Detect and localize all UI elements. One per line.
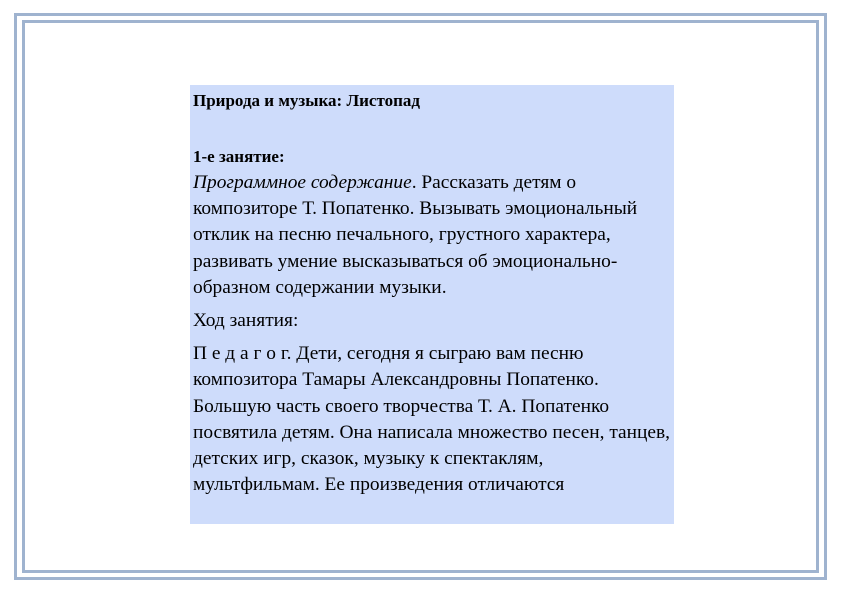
program-paragraph <box>193 170 671 301</box>
course-label: Ход занятия: <box>193 310 299 332</box>
program-label: Программное содержание <box>193 172 412 193</box>
text-box <box>190 85 674 524</box>
document-title: Природа и музыка: Листопад <box>193 91 420 110</box>
lesson-heading: 1-е занятие: <box>193 147 285 166</box>
program-text: . Рассказать детям о композиторе Т. Попатенко. Вызывать эмоциональный отклик на песню печального, грустного характера, развивать умение высказываться об эмоционально-образном содержании музыки. <box>193 172 638 298</box>
spacer <box>193 112 671 146</box>
teacher-speech: П е д а г о г. Дети, сегодня я сыграю вам песню композитора Тамары Александровны Попатенко. Большую часть своего творчества Т. А. Попатенко посвятила детям. Она написала множество песен, танцев, детских игр, сказок, музыку к спектаклям, мультфильмам. Ее произведения отличаются <box>193 343 671 496</box>
